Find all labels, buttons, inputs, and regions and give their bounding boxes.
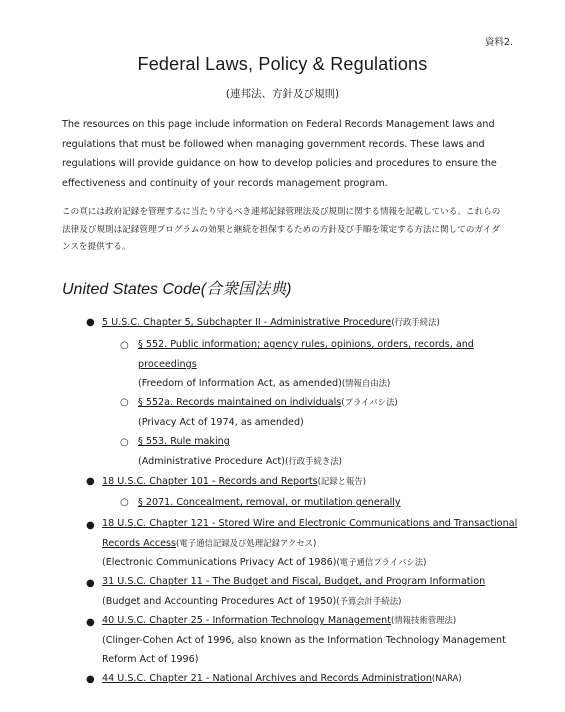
sub-list-item bbox=[138, 493, 401, 513]
list-item bbox=[102, 472, 366, 492]
law-link[interactable]: 40 U.S.C. Chapter 25 - Information Technology Management bbox=[102, 615, 392, 626]
act-note: (Privacy Act of 1974, as amended) bbox=[138, 416, 304, 428]
sub-list-item bbox=[138, 432, 342, 471]
act-note: (Administrative Procedure Act) bbox=[138, 455, 286, 467]
act-note: (Freedom of Information Act, as amended) bbox=[138, 378, 342, 389]
bullet-icon: ● bbox=[86, 578, 95, 589]
page-title: Federal Laws, Policy & Regulations bbox=[137, 54, 428, 74]
list-item bbox=[102, 313, 440, 333]
bullet-icon: ● bbox=[86, 476, 95, 487]
intro-paragraph-jp: この頁には政府記録を管理するに当たり守るべき連邦記録管理法及び規則に関する情報を記載している。これらの法律及び規則は記録管理プログラムの効果と継続を担保するための方針及び手順を策定する方法に関してのガイダンスを提供する。 bbox=[62, 207, 501, 253]
list-item bbox=[102, 669, 462, 689]
circle-bullet-icon: ○ bbox=[120, 397, 129, 408]
bullet-icon: ● bbox=[86, 317, 95, 328]
law-link-continued[interactable]: proceedings bbox=[138, 358, 197, 370]
law-jp-label: (プライバシ法) bbox=[341, 397, 398, 407]
intro-paragraph-en: The resources on this page include information on Federal Records Management laws and regulations that must be followed when managing government records. These laws and regulations will provide guidance on how to develop policies and procedures to ensure the effectiveness and continuity of your records management program. bbox=[62, 119, 497, 189]
bullet-icon: ● bbox=[86, 617, 95, 628]
law-link[interactable]: 31 U.S.C. Chapter 11 - The Budget and Fiscal, Budget, and Program Information bbox=[102, 576, 486, 587]
list-item bbox=[102, 514, 522, 573]
law-link[interactable]: § 553. Rule making bbox=[138, 436, 230, 447]
list-item bbox=[102, 611, 522, 670]
law-jp-label: (電子通信記録及び処理記録アクセス) bbox=[176, 537, 317, 548]
law-link[interactable]: § 552. Public information; agency rules, opinions, orders, records, and bbox=[138, 339, 474, 350]
law-jp-label: (NARA) bbox=[431, 673, 462, 683]
circle-bullet-icon: ○ bbox=[120, 497, 129, 508]
sub-list-item bbox=[138, 393, 398, 432]
circle-bullet-icon: ○ bbox=[120, 437, 129, 448]
law-link-continued[interactable]: Records Access bbox=[102, 537, 177, 549]
circle-bullet-icon: ○ bbox=[120, 340, 129, 351]
law-link[interactable]: 18 U.S.C. Chapter 121 - Stored Wire and Electronic Communications and Transactional bbox=[102, 518, 518, 529]
law-jp-label: (情報技術管理法) bbox=[391, 615, 457, 625]
section-heading bbox=[62, 276, 291, 299]
law-link[interactable]: 44 U.S.C. Chapter 21 - National Archives and Records Administration bbox=[102, 673, 432, 684]
act-note: (Budget and Accounting Procedures Act of 1950) bbox=[102, 595, 337, 607]
act-note-continued: Reform Act of 1996) bbox=[102, 654, 199, 665]
law-link[interactable]: § 2071. Concealment, removal, or mutilation generally bbox=[138, 497, 401, 508]
bullet-icon: ● bbox=[86, 674, 95, 685]
act-note-jp: (情報自由法) bbox=[341, 378, 391, 388]
law-link[interactable]: 5 U.S.C. Chapter 5, Subchapter II - Administrative Procedure bbox=[102, 317, 392, 328]
law-jp-label: (行政手続法) bbox=[391, 317, 440, 327]
section-heading-en: United States Code bbox=[62, 281, 201, 298]
list-item bbox=[102, 572, 522, 611]
page-subtitle: (連邦法、方針及び規則) bbox=[225, 88, 340, 100]
act-note: (Clinger-Cohen Act of 1996, also known as the Information Technology Management bbox=[102, 634, 506, 646]
bullet-icon: ● bbox=[86, 520, 95, 531]
act-note-jp: (予算会計手続法) bbox=[336, 595, 402, 606]
law-jp-label: (記録と報告) bbox=[317, 476, 367, 486]
act-note-jp: (電子通信プライバシ法) bbox=[336, 557, 427, 567]
law-link[interactable]: 18 U.S.C. Chapter 101 - Records and Reports bbox=[102, 476, 318, 487]
law-link[interactable]: § 552a. Records maintained on individuals bbox=[138, 397, 342, 408]
sub-list-item bbox=[138, 335, 478, 394]
act-note: (Electronic Communications Privacy Act of 1986) bbox=[102, 557, 337, 568]
act-note-jp: (行政手続き法) bbox=[285, 455, 342, 466]
document-reference: 資料2. bbox=[484, 37, 513, 48]
section-heading-jp: (合衆国法典) bbox=[200, 281, 292, 298]
